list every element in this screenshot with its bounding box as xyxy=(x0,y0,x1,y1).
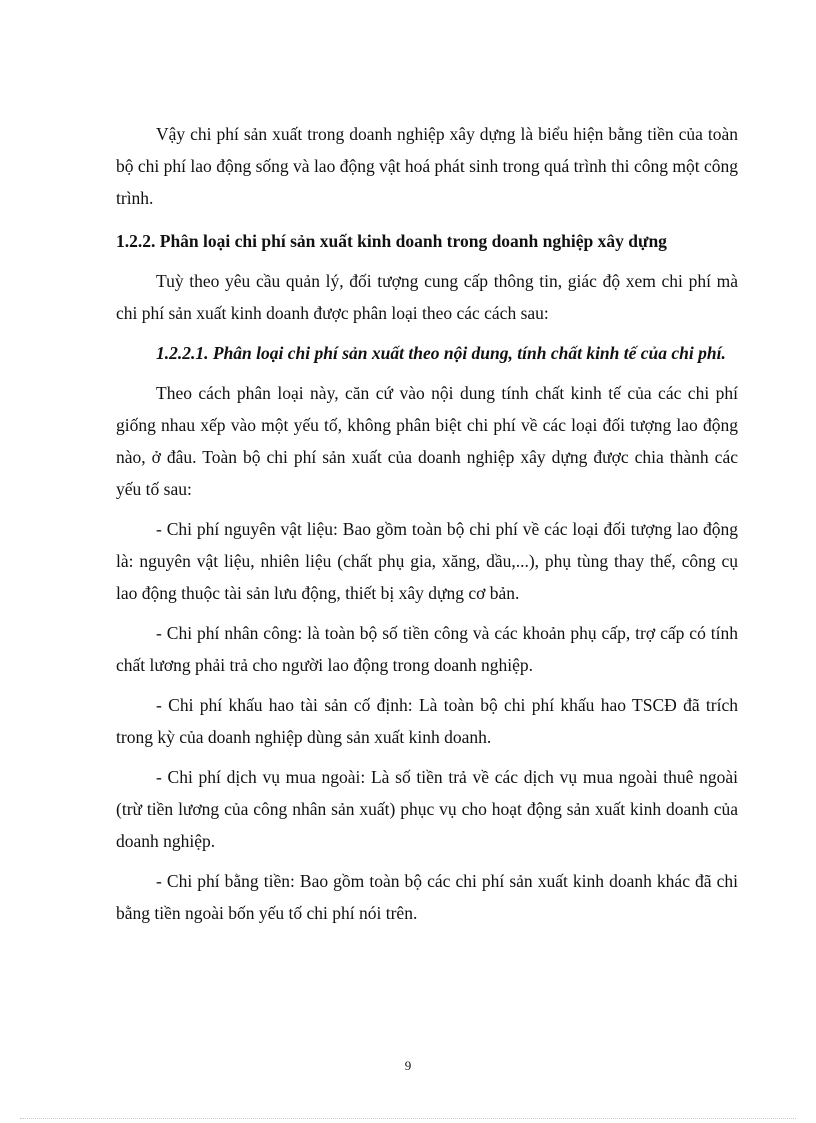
page-bottom-divider xyxy=(20,1118,796,1119)
list-item-outsourced-services-cost: - Chi phí dịch vụ mua ngoài: Là số tiền trả về các dịch vụ mua ngoài thuê ngoài (trừ tiền lương của công nhân sản xuất) phục vụ cho hoạt động sản xuất kinh doanh của doanh nghiệp. xyxy=(116,767,738,851)
list-item-labor-cost: - Chi phí nhân công: là toàn bộ số tiền công và các khoản phụ cấp, trợ cấp có tính chất lương phải trả cho người lao động trong doanh nghiệp. xyxy=(116,623,738,675)
page-number: 9 xyxy=(404,1058,412,1073)
paragraph-definition: Vậy chi phí sản xuất trong doanh nghiệp xây dựng là biểu hiện bằng tiền của toàn bộ chi phí lao động sống và lao động vật hoá phát sinh trong quá trình thi công một công trình. xyxy=(116,124,738,208)
page-content xyxy=(116,118,738,929)
list-item-depreciation-cost: - Chi phí khấu hao tài sản cố định: Là toàn bộ chi phí khấu hao TSCĐ đã trích trong kỳ của doanh nghiệp dùng sản xuất kinh doanh. xyxy=(116,695,738,747)
list-item-material-cost: - Chi phí nguyên vật liệu: Bao gồm toàn bộ chi phí về các loại đối tượng lao động là: nguyên vật liệu, nhiên liệu (chất phụ gia, xăng, dầu,...), phụ tùng thay thế, công cụ lao động thuộc tài sản lưu động, thiết bị xây dựng cơ bản. xyxy=(116,519,738,603)
section-heading-1-2-2: 1.2.2. Phân loại chi phí sản xuất kinh doanh trong doanh nghiệp xây dựng xyxy=(116,231,667,251)
paragraph-classification-method: Theo cách phân loại này, căn cứ vào nội dung tính chất kinh tế của các chi phí giống nhau xếp vào một yếu tố, không phân biệt chi phí về các loại đối tượng lao động nào, ở đâu. Toàn bộ chi phí sản xuất của doanh nghiệp xây dựng được chia thành các yếu tố sau: xyxy=(116,383,738,499)
paragraph-classification-intro: Tuỳ theo yêu cầu quản lý, đối tượng cung cấp thông tin, giác độ xem chi phí mà chi phí sản xuất kinh doanh được phân loại theo các cách sau: xyxy=(116,271,738,323)
list-item-cash-cost: - Chi phí bằng tiền: Bao gồm toàn bộ các chi phí sản xuất kinh doanh khác đã chi bằng tiền ngoài bốn yếu tố chi phí nói trên. xyxy=(116,871,738,923)
subsection-heading-1-2-2-1: 1.2.2.1. Phân loại chi phí sản xuất theo nội dung, tính chất kinh tế của chi phí. xyxy=(156,343,726,363)
